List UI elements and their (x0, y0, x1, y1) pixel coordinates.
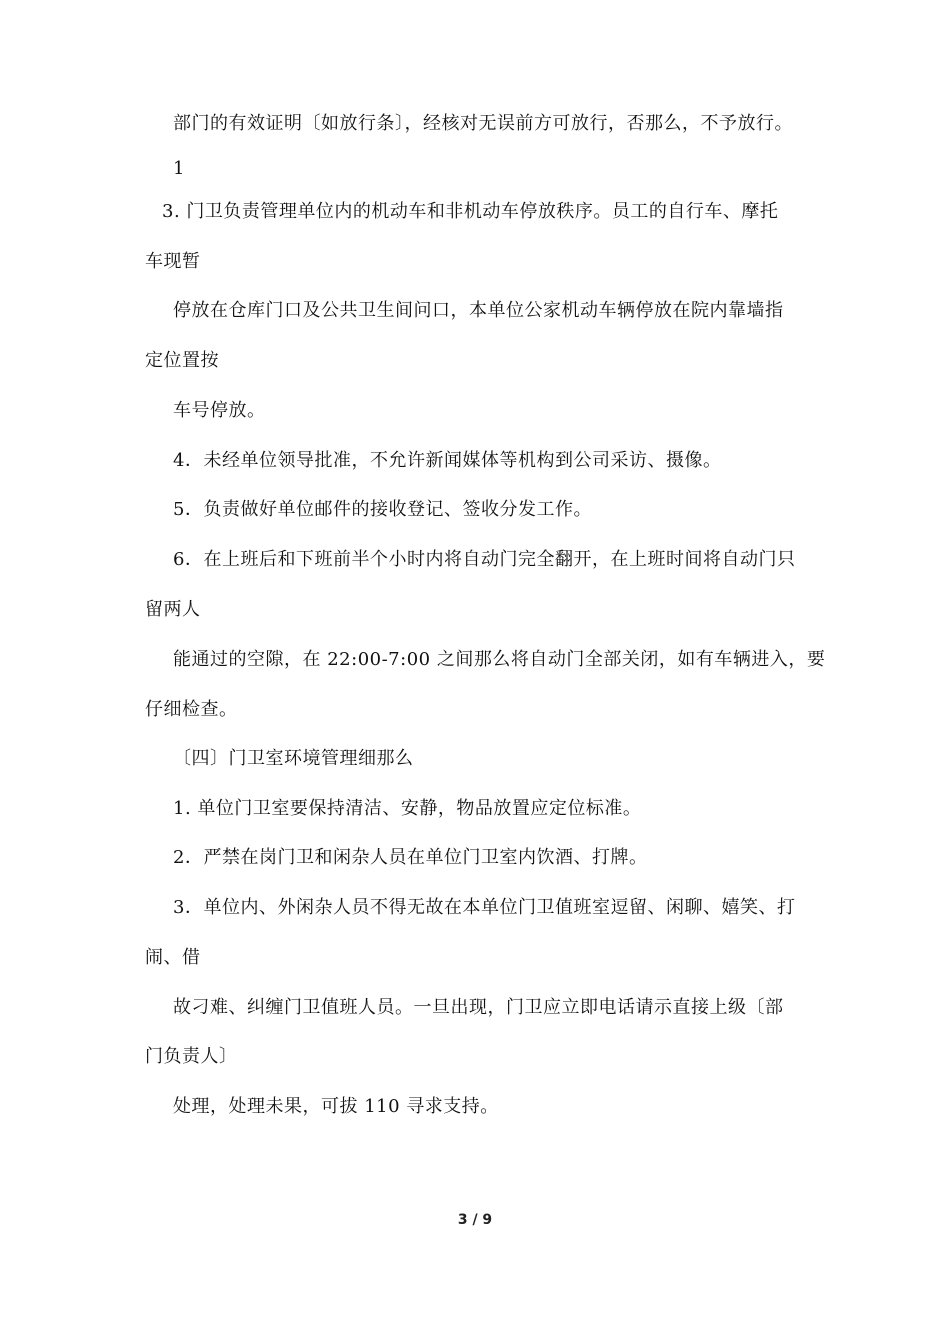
section-heading: 〔四〕门卫室环境管理细那么 (173, 748, 414, 769)
paragraph-line: 3．单位内、外闲杂人员不得无故在本单位门卫值班室逗留、闲聊、嬉笑、打 (173, 897, 796, 918)
paragraph-line: 定位置按 (145, 350, 219, 371)
paragraph-line: 3. 门卫负责管理单位内的机动车和非机动车停放秩序。员工的自行车、摩托 (162, 201, 779, 222)
paragraph-line: 6．在上班后和下班前半个小时内将自动门完全翻开，在上班时间将自动门只 (173, 549, 796, 570)
paragraph-line: 闹、借 (145, 947, 201, 968)
paragraph-line: 车号停放。 (173, 400, 266, 421)
paragraph-line: 部门的有效证明〔如放行条〕，经核对无误前方可放行，否那么，不予放行。 (173, 113, 793, 134)
paragraph-line: 能通过的空隙，在 22:00-7:00 之间那么将自动门全部关闭，如有车辆进入，要 (173, 649, 826, 670)
paragraph-line: 5．负责做好单位邮件的接收登记、签收分发工作。 (173, 499, 592, 520)
paragraph-line: 仔细检查。 (145, 699, 238, 720)
paragraph-line: 车现暂 (145, 251, 201, 272)
paragraph-line: 停放在仓库门口及公共卫生间问口，本单位公家机动车辆停放在院内靠墙指 (173, 300, 784, 321)
paragraph-line: 留两人 (145, 599, 201, 620)
paragraph-line: 2．严禁在岗门卫和闲杂人员在单位门卫室内饮酒、打牌。 (173, 847, 648, 868)
paragraph-line: 1 (173, 158, 185, 179)
paragraph-line: 故刁难、纠缠门卫值班人员。一旦出现，门卫应立即电话请示直接上级〔部 (173, 997, 784, 1018)
page-number: 3 / 9 (457, 1212, 493, 1228)
paragraph-line: 1. 单位门卫室要保持清洁、安静，物品放置应定位标准。 (173, 798, 642, 819)
paragraph-line: 处理，处理未果，可拔 110 寻求支持。 (173, 1096, 499, 1117)
paragraph-line: 门负责人〕 (145, 1046, 238, 1067)
paragraph-line: 4．未经单位领导批准，不允许新闻媒体等机构到公司采访、摄像。 (173, 450, 722, 471)
